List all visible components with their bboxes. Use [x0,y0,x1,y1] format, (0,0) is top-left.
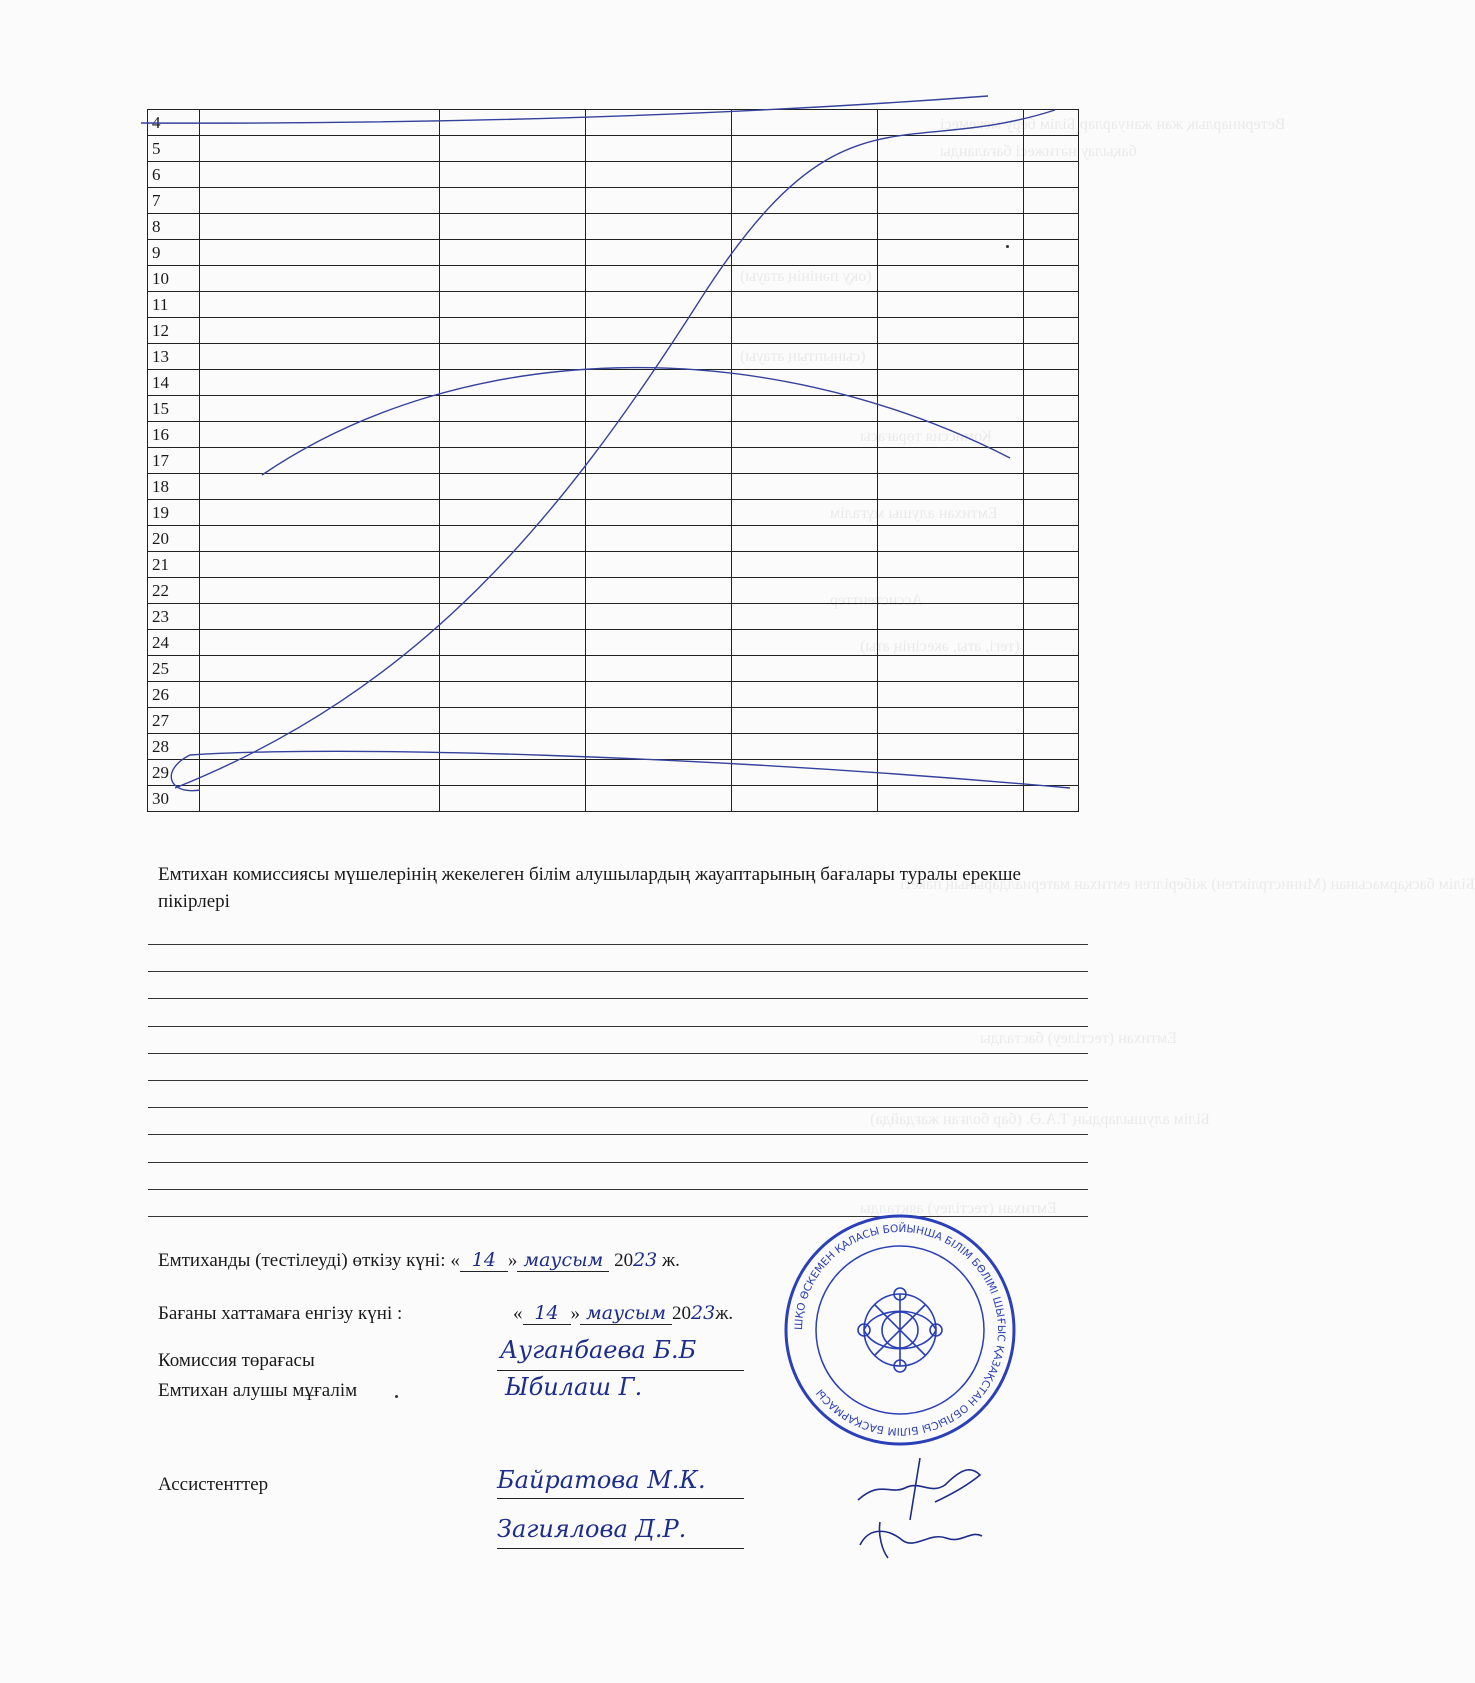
table-row [148,786,1079,812]
empty-cell [200,682,440,708]
blank-line [148,1162,1088,1163]
row-number: 20 [148,526,200,552]
empty-cell [440,604,586,630]
year-prefix: 20 [614,1250,634,1271]
empty-cell [732,162,878,188]
empty-cell [440,370,586,396]
year-unit: ж. [715,1303,734,1324]
empty-cell [1024,292,1079,318]
bleed-text: (оқу пәнінің атауы) [740,268,872,285]
bleed-text: Комиссия төрағасы [860,428,992,445]
empty-cell [732,396,878,422]
empty-cell [200,318,440,344]
chair-role: Комиссия төрағасы [158,1350,315,1371]
empty-cell [732,266,878,292]
empty-cell [1024,370,1079,396]
empty-cell [878,292,1024,318]
empty-cell [200,656,440,682]
row-number: 29 [148,760,200,786]
empty-cell [200,214,440,240]
row-number: 9 [148,240,200,266]
quote-mark: » [507,1250,518,1271]
empty-cell [732,214,878,240]
row-number: 15 [148,396,200,422]
empty-cell [586,110,732,136]
empty-cell [1024,656,1079,682]
table-row [148,396,1079,422]
table-row [148,136,1079,162]
chair-name: Ауганбаева Б.Б [500,1336,697,1364]
table-row [148,188,1079,214]
bleed-text: Ассистенттер [830,592,923,609]
row-number: 13 [148,344,200,370]
empty-cell [440,656,586,682]
empty-cell [732,734,878,760]
empty-cell [586,786,732,812]
empty-cell [732,240,878,266]
empty-cell [878,110,1024,136]
empty-cell [586,682,732,708]
empty-cell [1024,734,1079,760]
empty-cell [732,760,878,786]
empty-cell [440,760,586,786]
row-number: 27 [148,708,200,734]
empty-cell [200,292,440,318]
empty-cell [878,578,1024,604]
empty-cell [1024,474,1079,500]
empty-cell [1024,318,1079,344]
empty-cell [586,240,732,266]
empty-cell [586,552,732,578]
empty-cell [586,292,732,318]
entry-day: 14 [523,1302,571,1325]
assistant-signatures [850,1440,1000,1560]
empty-cell [732,422,878,448]
empty-cell [1024,136,1079,162]
exam-month: маусым [517,1249,609,1272]
bleed-text: Білім алушылардың Т.А.Ә. (бар болған жағдайда) [870,1111,1210,1128]
empty-cell [200,266,440,292]
empty-cell [732,656,878,682]
empty-cell [440,734,586,760]
remarks-heading: Емтихан комиссиясы мүшелерінің жекелеген білім алушылардың жауаптарының бағалары туралы ерекше пікірлері [158,864,1021,912]
row-number: 11 [148,292,200,318]
empty-cell [200,760,440,786]
empty-cell [732,526,878,552]
empty-cell [732,708,878,734]
empty-cell [586,344,732,370]
table-row [148,734,1079,760]
row-number: 10 [148,266,200,292]
entry-month: маусым [580,1302,672,1325]
blank-line [148,1134,1088,1135]
empty-cell [732,682,878,708]
empty-cell [586,448,732,474]
entry-year-suffix: 23 [691,1302,716,1324]
stamp-emblem [858,1288,942,1372]
empty-cell [1024,448,1079,474]
table-row [148,682,1079,708]
empty-cell [586,162,732,188]
empty-cell [732,344,878,370]
bleed-text: (сыныптың атауы) [740,348,866,365]
empty-cell [878,422,1024,448]
table-row [148,630,1079,656]
table-row [148,500,1079,526]
empty-cell [200,604,440,630]
empty-cell [1024,188,1079,214]
empty-cell [200,734,440,760]
row-number: 28 [148,734,200,760]
empty-cell [1024,552,1079,578]
empty-cell [586,370,732,396]
blank-line [148,1053,1088,1054]
row-number: 23 [148,604,200,630]
empty-cell [200,422,440,448]
row-number: 25 [148,656,200,682]
empty-cell [878,396,1024,422]
empty-cell [878,344,1024,370]
empty-cell [878,734,1024,760]
row-number: 26 [148,682,200,708]
examiner-name: Ыбилаш Г. [505,1373,643,1401]
table-row [148,656,1079,682]
empty-cell [440,110,586,136]
empty-cell [878,136,1024,162]
table-row [148,266,1079,292]
row-number: 19 [148,500,200,526]
row-number: 16 [148,422,200,448]
empty-cell [878,370,1024,396]
row-number: 21 [148,552,200,578]
empty-cell [586,708,732,734]
empty-cell [1024,526,1079,552]
empty-cell [1024,266,1079,292]
assistant2-signature [860,1522,982,1558]
empty-cell [586,214,732,240]
empty-cell [586,604,732,630]
row-number: 7 [148,188,200,214]
empty-cell [586,318,732,344]
blank-line [148,1080,1088,1081]
empty-cell [200,474,440,500]
table-row [148,604,1079,630]
assistant1-signature [858,1458,980,1520]
table-row [148,448,1079,474]
empty-cell [878,656,1024,682]
empty-cell [586,734,732,760]
entry-date-label: Бағаны хаттамаға енгізу күні : [158,1303,403,1324]
empty-cell [586,500,732,526]
empty-cell [1024,500,1079,526]
empty-cell [1024,162,1079,188]
empty-cell [878,266,1024,292]
empty-cell [440,422,586,448]
empty-cell [1024,760,1079,786]
row-number: 6 [148,162,200,188]
table-row [148,344,1079,370]
empty-cell [440,266,586,292]
empty-cell [878,240,1024,266]
empty-cell [200,708,440,734]
empty-cell [732,630,878,656]
examiner-role: Емтихан алушы мұғалім [158,1380,358,1401]
empty-cell [440,708,586,734]
bleed-text: Білім басқармасынан (Министрліктен) жіберілген емтихан материалдарының пакеті [900,876,1475,893]
row-number: 5 [148,136,200,162]
empty-cell [732,292,878,318]
entry-date-row [158,1302,733,1325]
empty-cell [1024,396,1079,422]
empty-cell [586,760,732,786]
row-number: 14 [148,370,200,396]
year-unit: ж. [662,1250,680,1271]
empty-cell [1024,682,1079,708]
blank-line [148,1107,1088,1108]
empty-cell [878,786,1024,812]
empty-cell [440,344,586,370]
empty-cell [586,188,732,214]
empty-cell [1024,110,1079,136]
empty-cell [878,630,1024,656]
empty-cell [732,188,878,214]
empty-cell [200,552,440,578]
empty-cell [878,708,1024,734]
empty-cell [440,240,586,266]
empty-cell [440,448,586,474]
ink-speck [1006,245,1009,248]
table-row [148,162,1079,188]
table-row [148,110,1079,136]
empty-cell [878,526,1024,552]
assistant2-line [497,1548,744,1549]
table-row [148,760,1079,786]
empty-cell [440,188,586,214]
empty-cell [1024,708,1079,734]
row-number: 8 [148,214,200,240]
empty-cell [440,318,586,344]
empty-cell [200,396,440,422]
table-row [148,526,1079,552]
empty-cell [586,630,732,656]
empty-cell [200,162,440,188]
empty-cell [732,318,878,344]
empty-cell [440,500,586,526]
empty-cell [440,526,586,552]
empty-cell [1024,786,1079,812]
blank-line [148,944,1088,945]
empty-cell [1024,630,1079,656]
empty-cell [440,162,586,188]
empty-cell [586,578,732,604]
empty-cell [732,474,878,500]
empty-cell [586,422,732,448]
blank-line [148,1026,1088,1027]
empty-cell [586,266,732,292]
assistant1-name: Байратова М.К. [497,1466,706,1494]
table-row [148,422,1079,448]
empty-cell [200,136,440,162]
empty-cell [878,500,1024,526]
row-number: 24 [148,630,200,656]
bleed-text: Емтихан (тестілеу) басталды [980,1030,1177,1047]
empty-cell [878,214,1024,240]
empty-cell [732,500,878,526]
table-row [148,292,1079,318]
blank-line [148,1189,1088,1190]
empty-cell [1024,604,1079,630]
quote-mark: « [513,1303,523,1324]
empty-cell [1024,240,1079,266]
empty-cell [878,552,1024,578]
assistants-role: Ассистенттер [158,1474,269,1495]
grades-table [147,109,1079,812]
exam-date-label: Емтиханды (тестілеуді) өткізу күні: [158,1250,446,1271]
exam-year-suffix: 23 [633,1249,658,1271]
exam-day: 14 [460,1249,508,1272]
empty-cell [440,786,586,812]
bleed-text: Емтихан алушы мұғалім [830,505,998,522]
empty-cell [732,604,878,630]
empty-cell [440,214,586,240]
empty-cell [732,136,878,162]
empty-cell [732,786,878,812]
table-row [148,474,1079,500]
empty-cell [440,474,586,500]
quote-mark: » [570,1303,580,1324]
row-number: 4 [148,110,200,136]
table-row [148,318,1079,344]
blank-line [148,998,1088,999]
blank-line [148,971,1088,972]
empty-cell [1024,214,1079,240]
exam-date-row [158,1249,680,1272]
table-row [148,578,1079,604]
empty-cell [878,318,1024,344]
row-number: 12 [148,318,200,344]
empty-cell [732,578,878,604]
empty-cell [440,630,586,656]
empty-cell [732,448,878,474]
empty-cell [732,110,878,136]
empty-cell [200,786,440,812]
empty-cell [200,500,440,526]
empty-cell [200,370,440,396]
chair-signature-line [497,1370,744,1371]
empty-cell [878,474,1024,500]
empty-cell [586,656,732,682]
table-row [148,552,1079,578]
empty-cell [200,448,440,474]
empty-cell [440,682,586,708]
empty-cell [440,292,586,318]
empty-cell [440,552,586,578]
empty-cell [440,396,586,422]
table-row [148,708,1079,734]
empty-cell [878,682,1024,708]
empty-cell [586,136,732,162]
bleed-text: Ветеринарлық жан жануарлар Білім беру мекемесі [940,116,1286,133]
empty-cell [878,188,1024,214]
empty-cell [200,344,440,370]
row-number: 17 [148,448,200,474]
empty-cell [732,370,878,396]
row-number: 30 [148,786,200,812]
bleed-text: (тегі, аты, әкесінің аты) [860,638,1020,655]
table-row [148,370,1079,396]
stamp-text: ШҚО ӨСКЕМЕН ҚАЛАСЫ БОЙЫНША БІЛІМ БӨЛІМІ ШЫҒЫС ҚАЗАҚСТАН ОБЛЫСЫ БІЛІМ БАСҚАРМАСЫ [792,1222,1008,1438]
assistant2-name: Загиялова Д.Р. [497,1515,687,1543]
empty-cell [440,136,586,162]
empty-cell [878,448,1024,474]
empty-cell [440,578,586,604]
empty-cell [200,526,440,552]
empty-cell [200,240,440,266]
empty-cell [200,578,440,604]
empty-cell [586,396,732,422]
table-row [148,240,1079,266]
year-prefix: 20 [672,1303,691,1324]
empty-cell [200,110,440,136]
empty-cell [878,760,1024,786]
empty-cell [200,630,440,656]
empty-cell [586,474,732,500]
empty-cell [1024,578,1079,604]
empty-cell [878,604,1024,630]
empty-cell [1024,422,1079,448]
empty-cell [732,552,878,578]
row-number: 22 [148,578,200,604]
bleed-text: Емтихан (тестілеу) аяқталды [860,1200,1057,1217]
empty-cell [200,188,440,214]
bleed-text: бақылау нәтижесі бағаланды [940,143,1137,160]
row-number: 18 [148,474,200,500]
ink-speck [395,1395,398,1398]
empty-cell [1024,344,1079,370]
empty-cell [586,526,732,552]
empty-cell [878,162,1024,188]
assistant1-line [497,1498,744,1499]
quote-mark: « [450,1250,460,1271]
official-stamp [780,1210,1020,1450]
table-row [148,214,1079,240]
